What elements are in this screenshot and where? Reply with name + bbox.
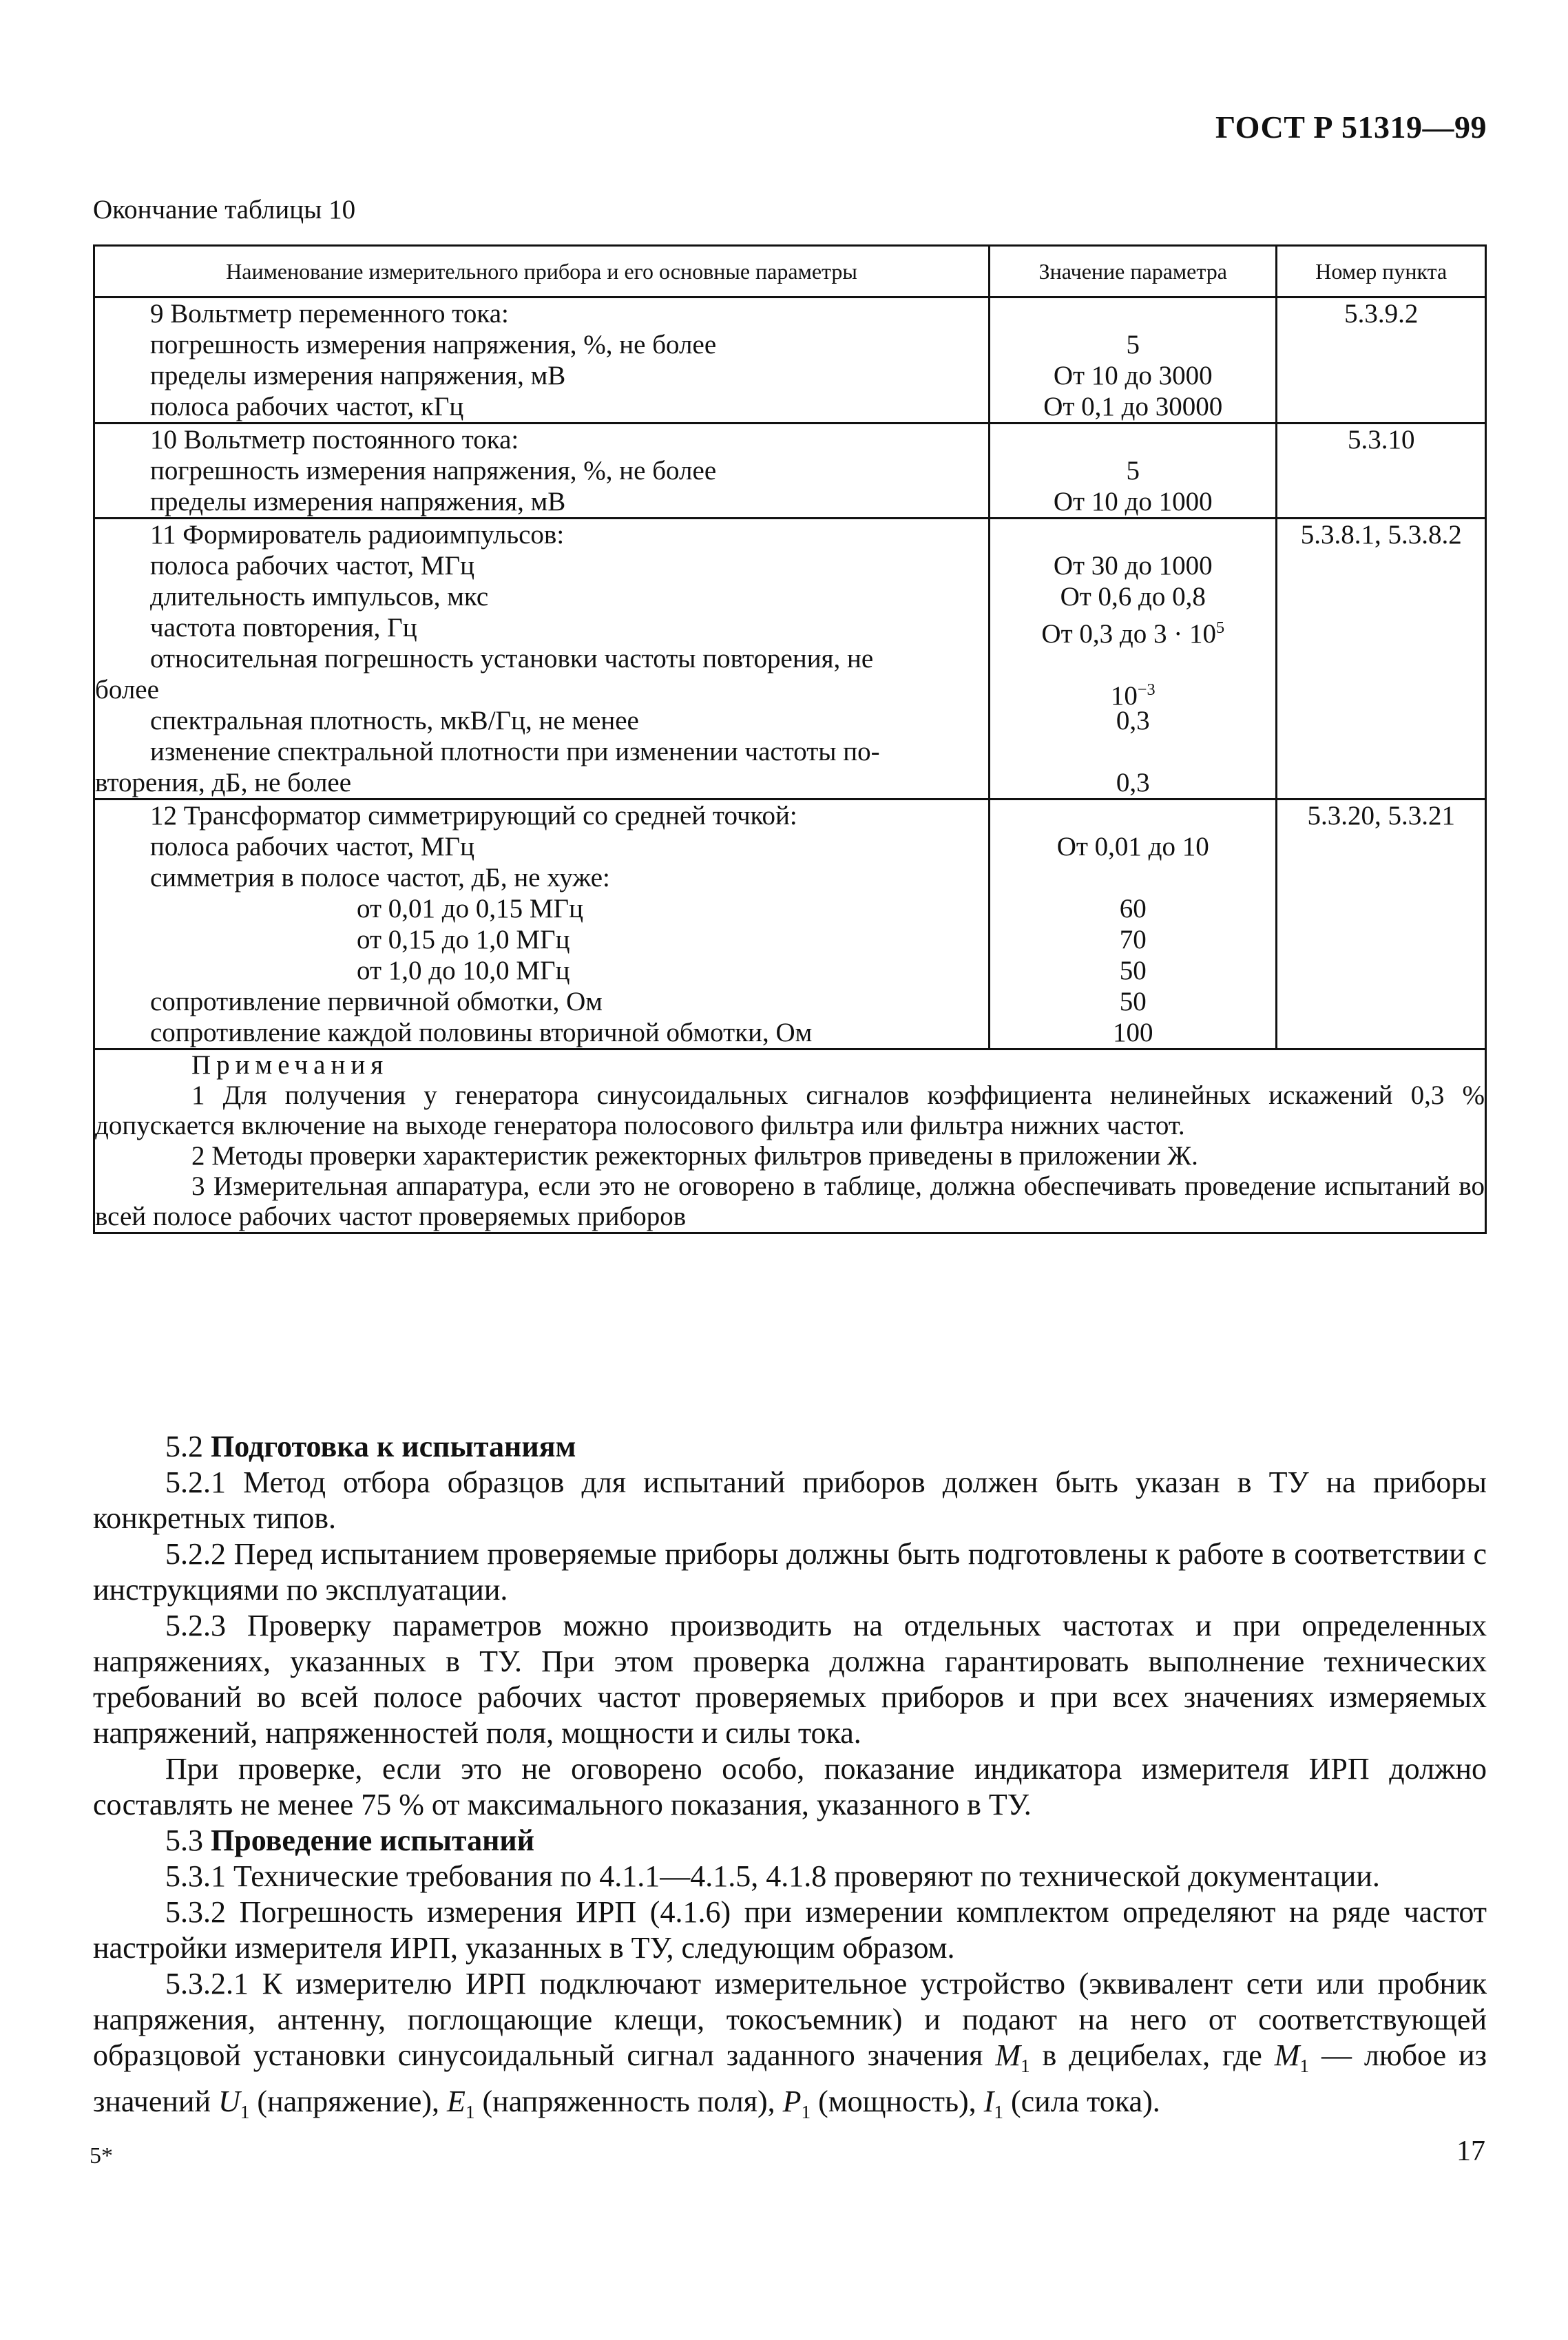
- table-row: [94, 519, 1486, 800]
- row-title: 10 Вольтметр постоянного тока:: [150, 425, 519, 455]
- param: изменение спектральной плотности при изменении частоты по-: [150, 737, 880, 766]
- value: 100: [1112, 1018, 1153, 1047]
- document-code: ГОСТ Р 51319—99: [1215, 109, 1487, 145]
- param: сопротивление каждой половины вторичной обмотки, Ом: [150, 1018, 813, 1047]
- param: спектральная плотность, мкВ/Гц, не менее: [150, 706, 639, 735]
- value: $10^{-3}$: [1110, 680, 1156, 711]
- value: 5: [1126, 456, 1140, 485]
- paragraph: 5.3.1 Технические требования по 4.1.1—4.1.5, 4.1.8 проверяют по технической документации.: [165, 1859, 1380, 1893]
- value: 70: [1119, 925, 1147, 954]
- param: от 0,15 до 1,0 МГц: [357, 925, 570, 954]
- value: 60: [1119, 894, 1147, 923]
- value: От 0,01 до 10: [1056, 832, 1209, 861]
- page-number: 17: [1456, 2135, 1485, 2167]
- param: вторения, дБ, не более: [95, 768, 352, 797]
- instruments-table: [93, 244, 1487, 1234]
- value: От 10 до 1000: [1053, 487, 1213, 516]
- column-header-ref: Номер пункта: [1277, 246, 1486, 297]
- value: От 0,1 до 30000: [1043, 392, 1223, 421]
- row-value-cell: [990, 297, 1277, 424]
- param: относительная погрешность установки частоты повторения, не: [150, 644, 874, 673]
- column-header-value: Значение параметра: [990, 246, 1277, 297]
- row-name-cell: [94, 800, 990, 1049]
- param: от 1,0 до 10,0 МГц: [357, 956, 570, 985]
- paragraph: 5.2.2 Перед испытанием проверяемые приборы должны быть подготовлены к работе в соответствии с инструкциями по эксплуатации.: [93, 1537, 1487, 1607]
- note: 1 Для получения у генератора синусоидальных сигналов коэффициента нелинейных искажений 0,3 % допускается включение на выходе генератора полосового фильтра или фильтра нижних частот.: [95, 1080, 1485, 1140]
- body-text: [93, 1429, 1487, 2130]
- table-row: [94, 424, 1486, 519]
- paragraph: При проверке, если это не оговорено особо, показание индикатора измерителя ИРП должно составлять не менее 75 % от максимального показания, указанного в ТУ.: [93, 1752, 1487, 1821]
- row-ref-cell: 5.3.8.1, 5.3.8.2: [1277, 519, 1486, 800]
- row-title: 12 Трансформатор симметрирующий со средней точкой:: [150, 801, 797, 831]
- column-header-name: Наименование измерительного прибора и его основные параметры: [94, 246, 990, 297]
- value: 0,3: [1116, 768, 1150, 797]
- row-ref-cell: 5.3.10: [1277, 424, 1486, 519]
- value: 50: [1119, 956, 1147, 985]
- param: пределы измерения напряжения, мВ: [150, 487, 566, 516]
- table-header-row: [94, 246, 1486, 297]
- value: От 10 до 3000: [1053, 361, 1213, 390]
- note: 3 Измерительная аппаратура, если это не оговорено в таблице, должна обеспечивать проведение испытаний во всей полосе рабочих частот проверяемых приборов: [95, 1171, 1485, 1231]
- notes-title: Примечания: [191, 1050, 389, 1080]
- row-title: 9 Вольтметр переменного тока:: [150, 299, 509, 328]
- paragraph: 5.3.2.1 К измерителю ИРП подключают измерительное устройство (эквивалент сети или пробник напряжения, антенну, поглощающие клещи, токосъемник) и подают на него от соответствующей образцовой установки синусоидальный сигнал заданного значения $M_1$ в децибелах, где $M_1$ — любое из значений $U_1$ (напряжение), $E_1$ (напряженность поля), $P_1$ (мощность), $I_1$ (сила тока).: [93, 1967, 1487, 2122]
- row-value-cell: [990, 519, 1277, 800]
- param: полоса рабочих частот, кГц: [150, 392, 464, 421]
- param: длительность импульсов, мкс: [150, 582, 489, 612]
- value: От 0,3 до $3 \cdot 10^5$: [1041, 618, 1225, 649]
- row-value-cell: [990, 800, 1277, 1049]
- row-title: 11 Формирователь радиоимпульсов:: [150, 520, 565, 550]
- param: симметрия в полосе частот, дБ, не хуже:: [150, 863, 610, 892]
- table-caption: Окончание таблицы 10: [93, 195, 356, 224]
- value: 5: [1126, 330, 1140, 359]
- param: пределы измерения напряжения, мВ: [150, 361, 566, 390]
- table-row: [94, 297, 1486, 424]
- param: погрешность измерения напряжения, %, не более: [150, 330, 717, 359]
- param: более: [95, 675, 159, 704]
- row-ref-cell: 5.3.9.2: [1277, 297, 1486, 424]
- paragraph: 5.2.3 Проверку параметров можно производить на отдельных частотах и при определенных напряжениях, указанных в ТУ. При этом проверка должна гарантировать выполнение технических требований во всей полосе рабочих частот проверяемых приборов и при всех значениях измеряемых напряжений, напряженностей поля, мощности и силы тока.: [93, 1609, 1487, 1750]
- param: от 0,01 до 0,15 МГц: [357, 894, 583, 923]
- notes-row: [94, 1049, 1486, 1233]
- paragraph: 5.3.2 Погрешность измерения ИРП (4.1.6) при измерении комплектом определяют на ряде частот настройки измерителя ИРП, указанных в ТУ, следующим образом.: [93, 1895, 1487, 1965]
- row-name-cell: [94, 297, 990, 424]
- table-row: [94, 800, 1486, 1049]
- row-ref-cell: 5.3.20, 5.3.21: [1277, 800, 1486, 1049]
- param: сопротивление первичной обмотки, Ом: [150, 987, 603, 1016]
- footer-mark: 5*: [90, 2143, 113, 2169]
- value: От 30 до 1000: [1053, 551, 1213, 581]
- section-heading: 5.3 Проведение испытаний: [165, 1824, 535, 1857]
- notes-cell: [94, 1049, 1486, 1233]
- param: погрешность измерения напряжения, %, не более: [150, 456, 717, 485]
- row-name-cell: [94, 424, 990, 519]
- value: 0,3: [1116, 706, 1150, 735]
- param: частота повторения, Гц: [150, 613, 417, 643]
- section-heading: 5.2 Подготовка к испытаниям: [165, 1430, 576, 1463]
- param: полоса рабочих частот, МГц: [150, 832, 474, 861]
- note: 2 Методы проверки характеристик режекторных фильтров приведены в приложении Ж.: [191, 1141, 1198, 1171]
- row-value-cell: [990, 424, 1277, 519]
- paragraph: 5.2.1 Метод отбора образцов для испытаний приборов должен быть указан в ТУ на приборы конкретных типов.: [93, 1465, 1487, 1535]
- value: От 0,6 до 0,8: [1060, 582, 1206, 612]
- row-name-cell: [94, 519, 990, 800]
- param: полоса рабочих частот, МГц: [150, 551, 474, 581]
- value: 50: [1119, 987, 1147, 1016]
